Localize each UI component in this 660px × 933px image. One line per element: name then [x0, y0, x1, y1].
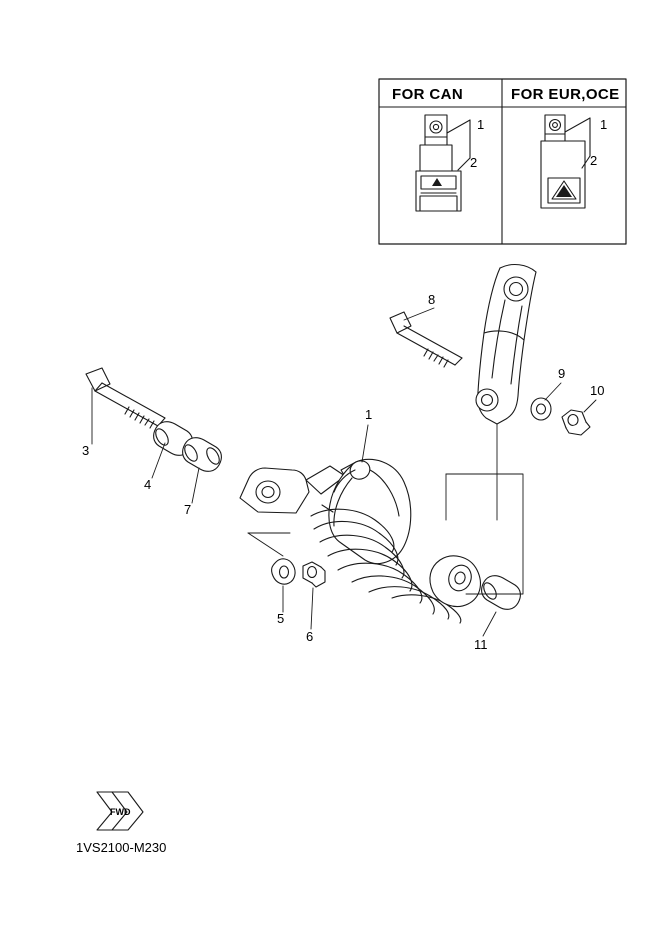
bolt-8-art — [390, 312, 462, 367]
callout-9: 9 — [558, 366, 566, 381]
variant-header-eur-oce: FOR EUR,OCE — [511, 86, 620, 103]
callout-1: 1 — [365, 407, 373, 422]
collar-7-art — [182, 438, 222, 472]
callout-7: 7 — [184, 502, 192, 517]
washer-9-art — [531, 398, 551, 420]
callout-8: 8 — [428, 292, 436, 307]
callout-6: 6 — [306, 629, 314, 644]
part-code-label: 1VS2100-M230 — [76, 840, 167, 855]
callout-10: 10 — [590, 383, 605, 398]
washer-5-art — [272, 559, 296, 584]
variant-callout-can-1: 1 — [477, 117, 485, 132]
collar-11-art — [481, 576, 520, 610]
nut-6-art — [303, 562, 325, 587]
variant-callout-eur-2: 2 — [590, 153, 598, 168]
bolt-3-art — [86, 368, 165, 428]
variant-callout-can-2: 2 — [470, 155, 478, 170]
nut-10-art — [562, 410, 590, 435]
variant-header-can: FOR CAN — [392, 86, 464, 103]
fwd-arrow-label: FWD — [110, 807, 131, 817]
callout-4: 4 — [144, 477, 152, 492]
callout-11: 11 — [474, 637, 488, 652]
variant-box-frame — [379, 79, 626, 244]
callout-5: 5 — [277, 611, 285, 626]
callout-3: 3 — [82, 443, 90, 458]
shock-absorber-art — [240, 458, 480, 626]
variant-callout-eur-1: 1 — [600, 117, 608, 132]
relay-arm-art — [476, 265, 536, 424]
